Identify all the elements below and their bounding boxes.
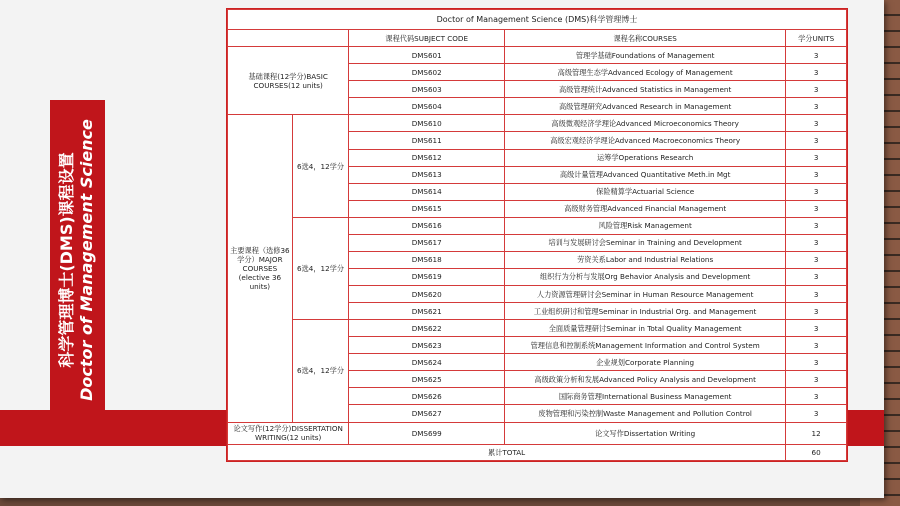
units: 3 [786,354,847,371]
table-row [228,47,847,64]
total-units: 60 [786,444,847,460]
subject-code: DMS699 [349,422,505,444]
group-basic: 基础课程(12学分)BASIC COURSES(12 units) [228,47,349,115]
units: 3 [786,183,847,200]
units: 3 [786,286,847,303]
course-name: 劳资关系Labor and Industrial Relations [505,251,786,268]
units: 3 [786,115,847,132]
sub-group-1: 6选4，12学分 [292,115,349,217]
subject-code: DMS604 [349,98,505,115]
units: 3 [786,234,847,251]
course-name: 高级政策分析和发展Advanced Policy Analysis and Development [505,371,786,388]
subject-code: DMS602 [349,64,505,81]
subject-code: DMS613 [349,166,505,183]
subject-code: DMS614 [349,183,505,200]
course-name: 全面质量管理研讨Seminar in Total Quality Management [505,320,786,337]
side-title-en: Doctor of Management Science [77,119,96,401]
units: 3 [786,405,847,422]
sub-group-3: 6选4，12学分 [292,320,349,422]
subject-code: DMS603 [349,81,505,98]
table-row [228,217,847,234]
header-blank [228,30,349,47]
table-row [228,115,847,132]
course-name: 管理学基础Foundations of Management [505,47,786,64]
units: 3 [786,217,847,234]
sub-group-2: 6选4，12学分 [292,217,349,319]
course-name: 组织行为分析与发展Org Behavior Analysis and Development [505,268,786,285]
subject-code: DMS615 [349,200,505,217]
units: 3 [786,64,847,81]
units: 3 [786,132,847,149]
subject-code: DMS612 [349,149,505,166]
course-name: 国际商务管理International Business Management [505,388,786,405]
table-row [228,422,847,444]
course-table-container [226,8,848,462]
course-name: 企业规划Corporate Planning [505,354,786,371]
subject-code: DMS611 [349,132,505,149]
course-name: 管理信息和控制系统Management Information and Control System [505,337,786,354]
units: 3 [786,47,847,64]
subject-code: DMS624 [349,354,505,371]
course-name: 风险管理Risk Management [505,217,786,234]
course-name: 高级管理研究Advanced Research in Management [505,98,786,115]
subject-code: DMS619 [349,268,505,285]
course-name: 工业组织研讨和管理Seminar in Industrial Org. and Management [505,303,786,320]
subject-code: DMS620 [349,286,505,303]
group-dissertation: 论文写作(12学分)DISSERTATION WRITING(12 units) [228,422,349,444]
subject-code: DMS616 [349,217,505,234]
units: 3 [786,337,847,354]
units: 3 [786,251,847,268]
total-row [228,444,847,460]
course-name: 高级微观经济学理论Advanced Microeconomics Theory [505,115,786,132]
course-table [227,9,847,461]
group-major: 主要课程（选修36学分）MAJOR COURSES (elective 36 units) [228,115,293,422]
subject-code: DMS610 [349,115,505,132]
units: 3 [786,149,847,166]
units: 3 [786,98,847,115]
course-name: 高级管理统计Advanced Statistics in Management [505,81,786,98]
subject-code: DMS625 [349,371,505,388]
course-name: 高级管理生态学Advanced Ecology of Management [505,64,786,81]
units: 3 [786,200,847,217]
units: 3 [786,81,847,98]
units: 3 [786,388,847,405]
course-name: 高级计量管理Advanced Quantitative Meth.in Mgt [505,166,786,183]
course-name: 高级宏观经济学理论Advanced Macroeconomics Theory [505,132,786,149]
table-row [228,320,847,337]
header-units: 学分UNITS [786,30,847,47]
subject-code: DMS622 [349,320,505,337]
side-title [50,100,105,420]
header-course: 课程名称COURSES [505,30,786,47]
course-name: 高级财务管理Advanced Financial Management [505,200,786,217]
table-title: Doctor of Management Science (DMS)科学管理博士 [228,10,847,30]
header-code: 课程代码SUBJECT CODE [349,30,505,47]
units: 3 [786,303,847,320]
units: 12 [786,422,847,444]
units: 3 [786,268,847,285]
subject-code: DMS623 [349,337,505,354]
subject-code: DMS621 [349,303,505,320]
course-name: 论文写作Dissertation Writing [505,422,786,444]
units: 3 [786,371,847,388]
side-title-zh: 科学管理博士(DMS)课程设置 [57,152,76,368]
units: 3 [786,320,847,337]
subject-code: DMS618 [349,251,505,268]
course-name: 废物管理和污染控制Waste Management and Pollution Control [505,405,786,422]
course-name: 培训与发展研讨会Seminar in Training and Development [505,234,786,251]
total-label: 累计TOTAL [228,444,786,460]
course-name: 运筹学Operations Research [505,149,786,166]
subject-code: DMS617 [349,234,505,251]
subject-code: DMS626 [349,388,505,405]
units: 3 [786,166,847,183]
course-name: 人力资源管理研讨会Seminar in Human Resource Management [505,286,786,303]
subject-code: DMS601 [349,47,505,64]
subject-code: DMS627 [349,405,505,422]
course-name: 保险精算学Actuarial Science [505,183,786,200]
